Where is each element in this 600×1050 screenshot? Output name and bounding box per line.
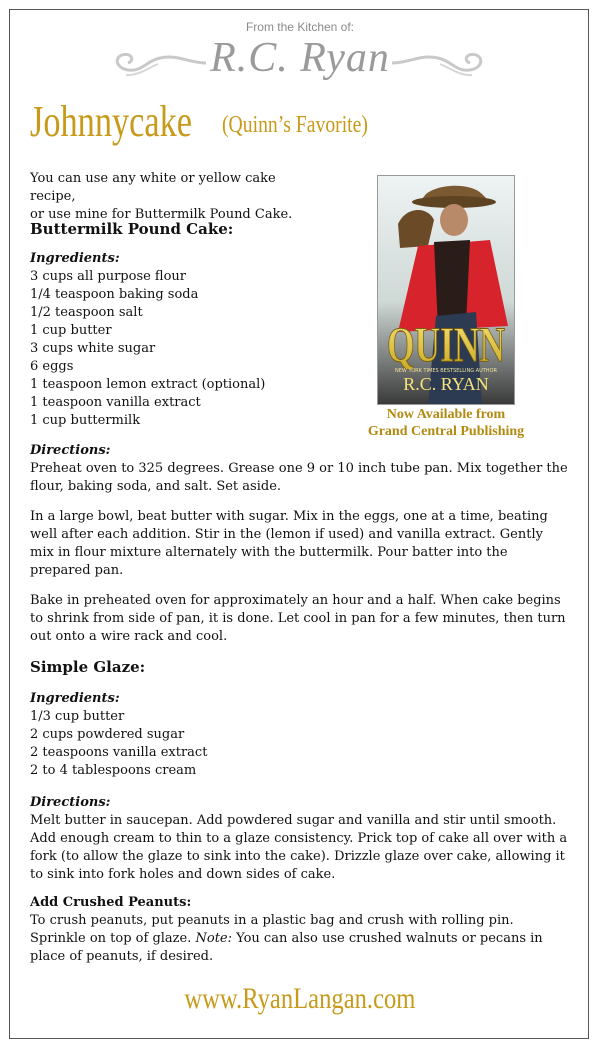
peanuts-note-text: You can also use crushed walnuts or pecans in place of peanuts, if desired. [30, 931, 543, 964]
ingredient-item: 1/2 teaspoon salt [30, 305, 143, 320]
ingredient-item: 1 teaspoon vanilla extract [30, 395, 201, 410]
recipe-card [9, 9, 589, 1039]
title-row [30, 96, 368, 147]
direction-paragraph: Preheat oven to 325 degrees. Grease one 9 or 10 inch tube pan. Mix together the flour, baking soda, and salt. Set aside. [30, 461, 568, 494]
book-cover [378, 176, 514, 404]
glaze-directions [30, 794, 570, 884]
recipe-title: Johnnycake [30, 97, 193, 146]
ingredients-list [30, 268, 350, 430]
pound-cake-directions [30, 442, 570, 646]
book-author: R.C. RYAN [403, 374, 489, 394]
recipe-subtitle: (Quinn’s Favorite) [222, 112, 368, 138]
ingredient-item: 2 teaspoons vanilla extract [30, 745, 208, 760]
pound-cake-ingredients [30, 250, 350, 430]
direction-paragraph: Melt butter in saucepan. Add powdered sugar and vanilla and stir until smooth. Add enough cream to thin to a glaze consistency. Prick top of cake all over with a fork (to allow the glaze to sink into the cake). Drizzle glaze over cake, allowing it to sink into fork holes and down sides of cake. [30, 813, 568, 882]
header [10, 10, 590, 100]
note-label: Note: [195, 931, 232, 946]
directions-label: Directions: [30, 795, 111, 810]
glaze-ingredients [30, 690, 350, 780]
book-caption [360, 406, 532, 440]
pound-cake-heading: Buttermilk Pound Cake: [30, 220, 234, 238]
ingredient-item: 3 cups all purpose flour [30, 269, 187, 284]
ingredient-item: 1/4 teaspoon baking soda [30, 287, 199, 302]
author-name: R.C. Ryan [210, 35, 390, 81]
ingredient-item: 3 cups white sugar [30, 341, 156, 356]
book-cover-art [378, 176, 514, 404]
ingredient-item: 1 teaspoon lemon extract (optional) [30, 377, 266, 392]
ingredient-item: 6 eggs [30, 359, 74, 374]
ingredients-label: Ingredients: [30, 691, 120, 706]
website-url[interactable]: www.RyanLangan.com [184, 982, 416, 1015]
glaze-heading: Simple Glaze: [30, 658, 146, 676]
direction-paragraph: In a large bowl, beat butter with sugar. Mix in the eggs, one at a time, beating well after each addition. Stir in the (lemon if used) and vanilla extract. Gently mix in flour mixture alternately with the buttermilk. Pour batter into the prepared pan. [30, 509, 548, 578]
book-caption-line: Grand Central Publishing [367, 424, 525, 439]
intro-line: or use mine for Buttermilk Pound Cake. [30, 207, 293, 222]
ingredients-label: Ingredients: [30, 251, 120, 266]
peanuts-text: To crush peanuts, put peanuts in a plastic bag and crush with rolling pin. Sprinkle on top of glaze. [30, 913, 514, 946]
book-title: QUINN [387, 316, 505, 372]
right-flourish-icon [390, 48, 500, 78]
website-link[interactable] [10, 982, 590, 1016]
from-kitchen-label: From the Kitchen of: [245, 20, 355, 34]
ingredient-item: 2 to 4 tablespoons cream [30, 763, 197, 778]
ingredient-item: 1 cup buttermilk [30, 413, 141, 428]
directions-label: Directions: [30, 443, 111, 458]
book-caption-line: Now Available from [386, 407, 506, 422]
intro-text [30, 170, 320, 224]
book-tagline: NEW YORK TIMES BESTSELLING AUTHOR [395, 368, 497, 374]
peanuts-section [30, 894, 570, 966]
ingredient-item: 2 cups powdered sugar [30, 727, 185, 742]
peanuts-paragraph [30, 912, 570, 966]
intro-line: You can use any white or yellow cake recipe, [30, 171, 276, 204]
ingredient-item: 1 cup butter [30, 323, 112, 338]
peanuts-heading: Add Crushed Peanuts: [30, 895, 192, 910]
ingredient-item: 1/3 cup butter [30, 709, 125, 724]
ingredients-list [30, 708, 350, 780]
direction-paragraph: Bake in preheated oven for approximately an hour and a half. When cake begins to shrink from side of pan, it is done. Let cool in pan for a few minutes, then turn out onto a wire rack and cool. [30, 593, 566, 644]
